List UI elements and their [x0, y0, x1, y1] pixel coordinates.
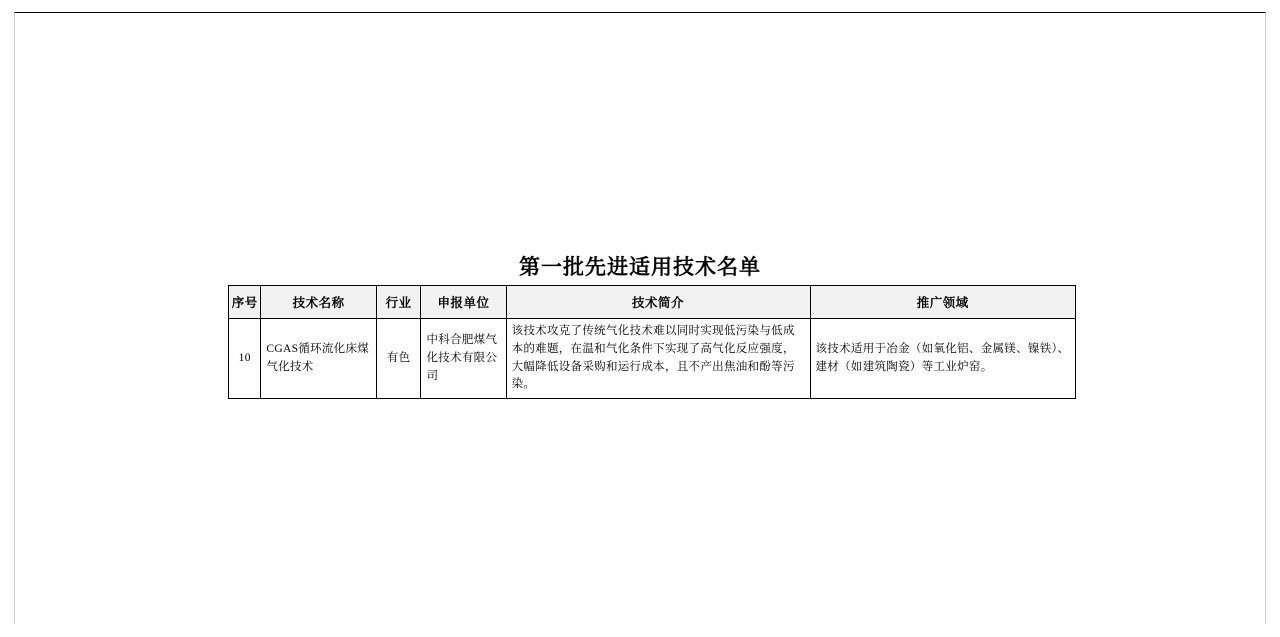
column-header-applicant-unit: 申报单位 [421, 286, 506, 319]
column-header-industry: 行业 [376, 286, 421, 319]
table-body [229, 319, 1076, 399]
table-row [229, 319, 1076, 399]
table-header-row [229, 286, 1076, 319]
column-header-technology-brief: 技术简介 [506, 286, 810, 319]
cell-technology-name: CGAS循环流化床煤气化技术 [261, 319, 376, 399]
column-header-no: 序号 [229, 286, 261, 319]
page-title: 第一批先进适用技术名单 [519, 255, 761, 279]
cell-technology-brief: 该技术攻克了传统气化技术难以同时实现低污染与低成本的难题，在温和气化条件下实现了高气化反应强度，大幅降低设备采购和运行成本，且不产出焦油和酚等污染。 [506, 319, 810, 399]
cell-no: 10 [229, 319, 261, 399]
table-header [229, 286, 1076, 319]
cell-industry: 有色 [376, 319, 421, 399]
technology-list-table [228, 285, 1076, 399]
column-header-promotion-area: 推广领域 [810, 286, 1076, 319]
column-header-technology-name: 技术名称 [261, 286, 376, 319]
cell-applicant-unit: 中科合肥煤气化技术有限公司 [421, 319, 506, 399]
technology-list-table-container [228, 285, 1076, 399]
cell-promotion-area: 该技术适用于冶金（如氧化铝、金属镁、镍铁）、建材（如建筑陶瓷）等工业炉窑。 [810, 319, 1076, 399]
